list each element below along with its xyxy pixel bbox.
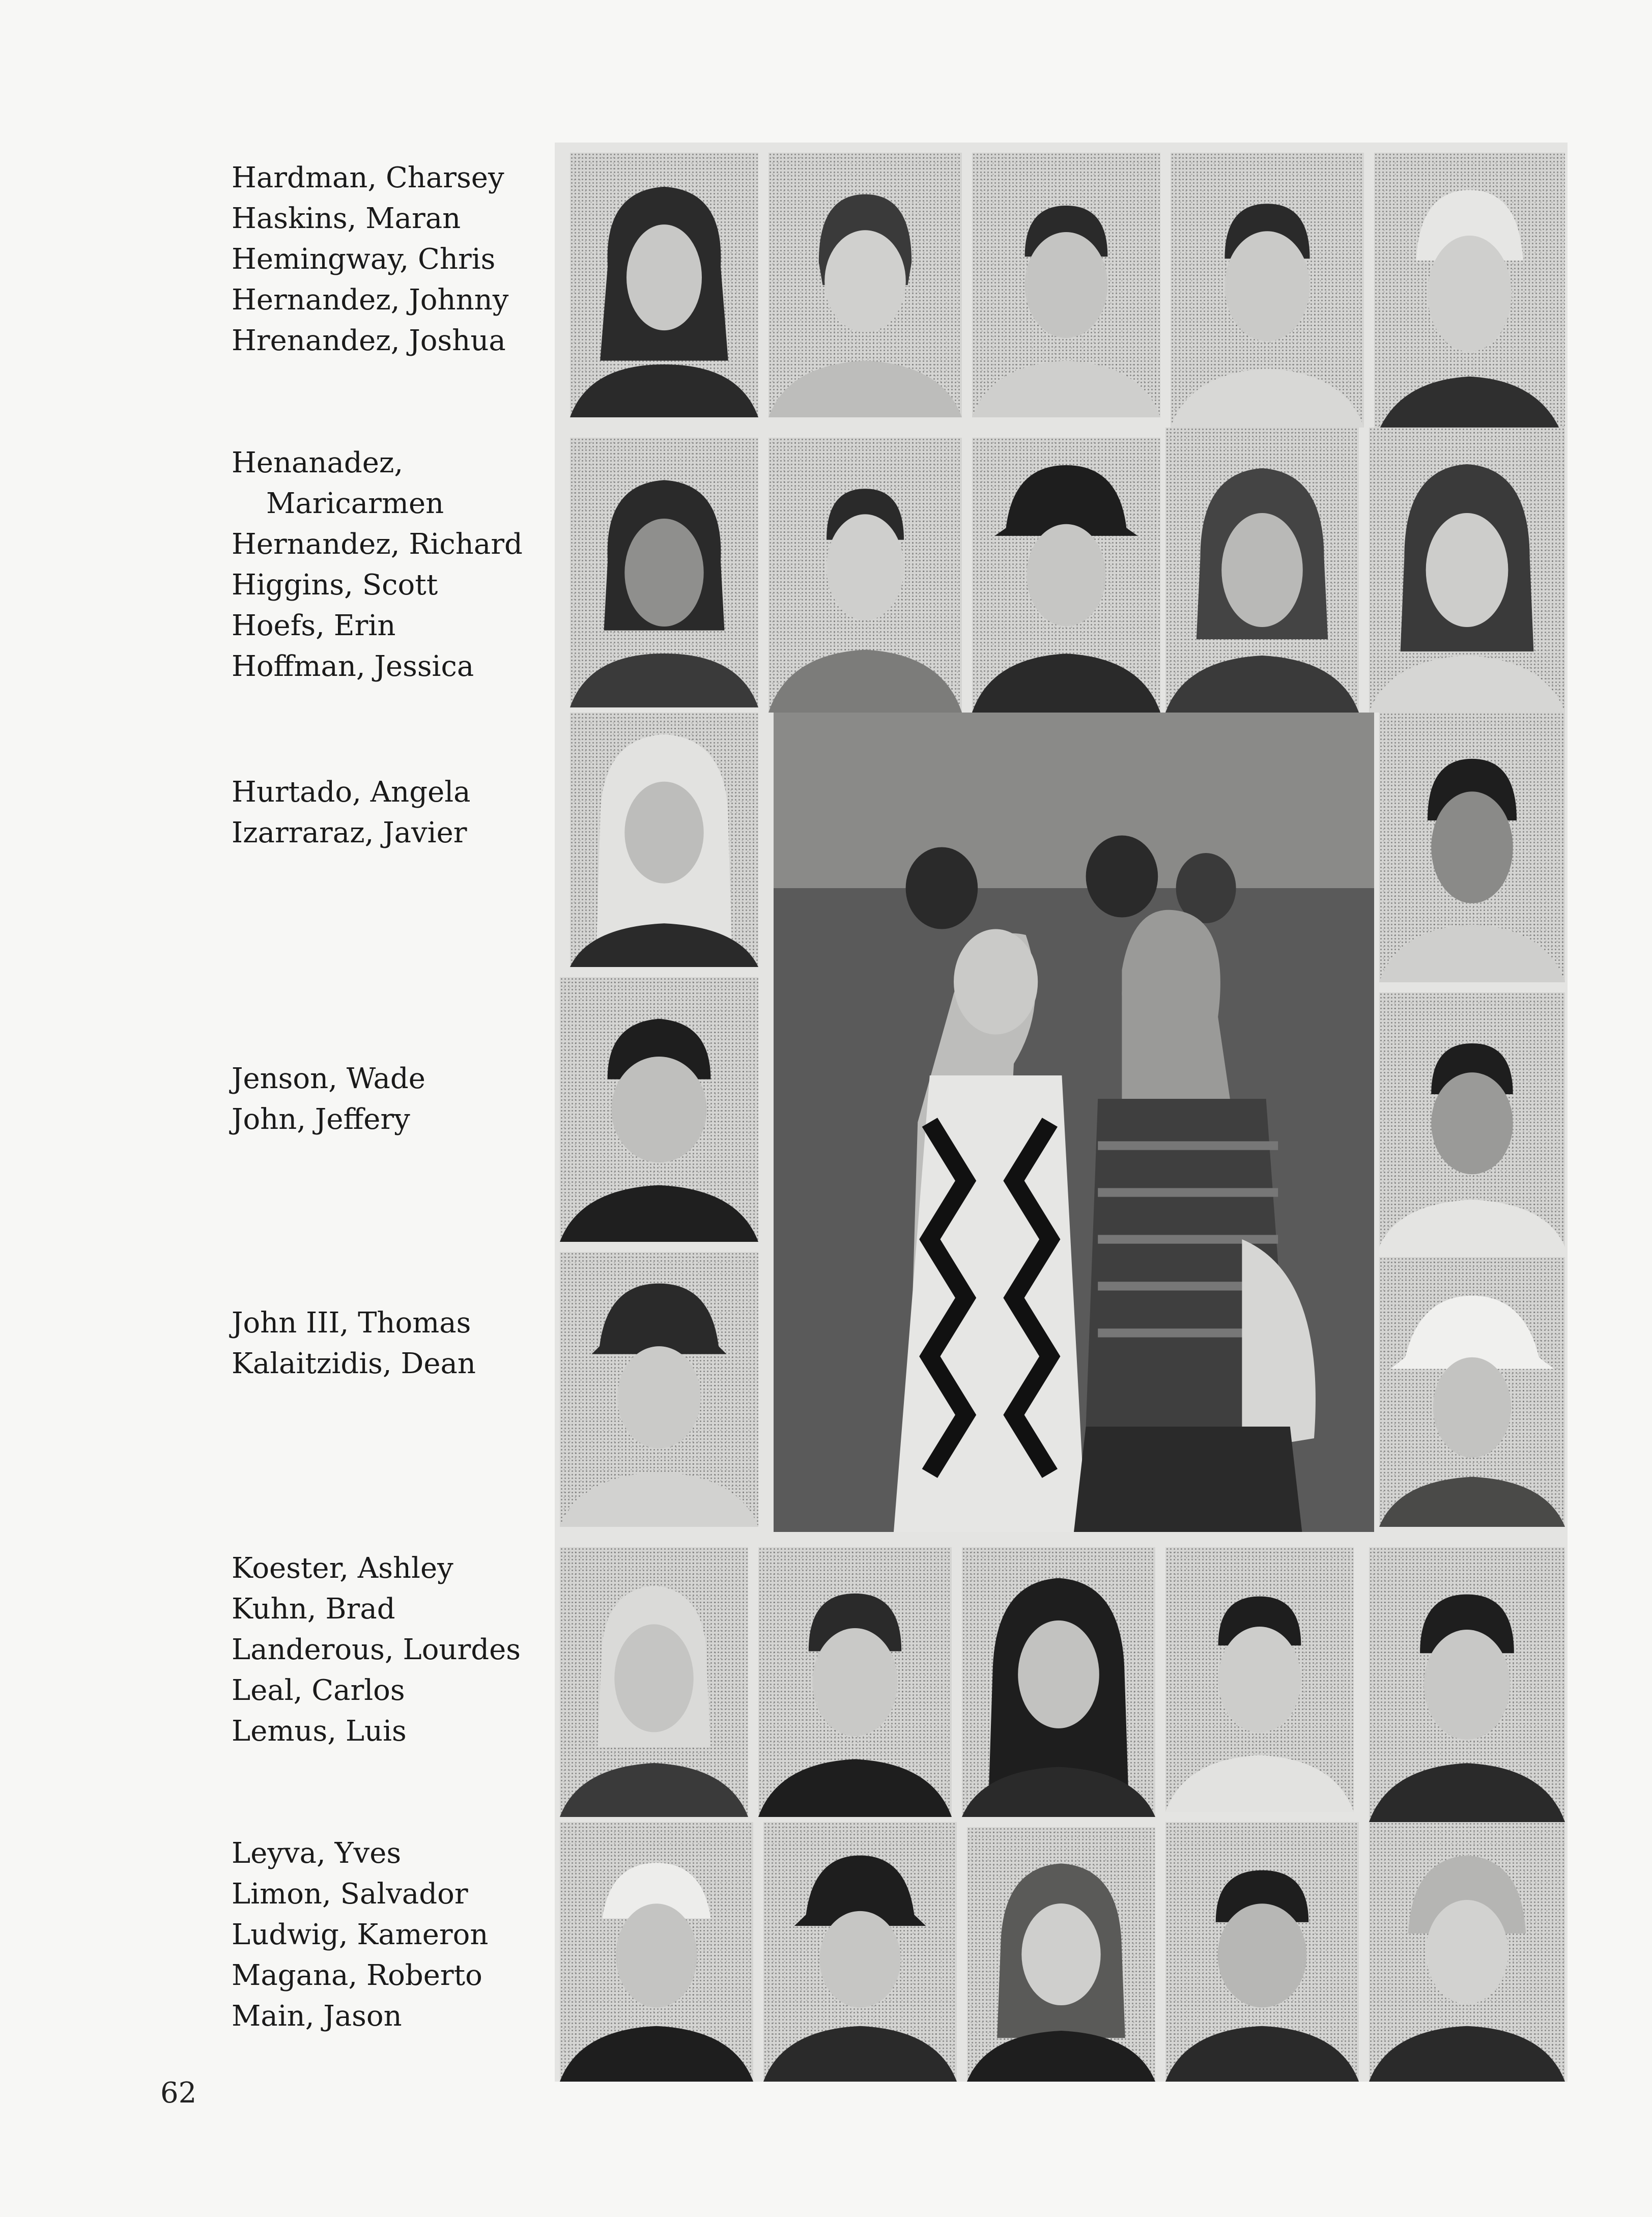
student-portrait-photo [570, 713, 758, 967]
student-portrait-photo [972, 153, 1160, 417]
student-name: Lemus, Luis [232, 1715, 407, 1748]
student-name: Magana, Roberto [232, 1959, 482, 1992]
student-name: Ludwig, Kameron [232, 1918, 489, 1951]
student-portrait-photo [570, 153, 758, 417]
name-group-2 [232, 443, 523, 687]
student-portrait-photo [1369, 428, 1565, 713]
student-portrait-photo [560, 977, 758, 1242]
student-name: Henanadez, [232, 446, 404, 479]
student-portrait-photo [1379, 1257, 1565, 1527]
student-portrait-photo [1171, 153, 1364, 428]
student-name: Leal, Carlos [232, 1674, 405, 1707]
student-name: Haskins, Maran [232, 202, 461, 235]
student-name: Hurtado, Angela [232, 776, 471, 809]
student-portrait-photo [768, 153, 962, 417]
student-portrait-photo [1374, 153, 1565, 443]
student-name: Kalaitzidis, Dean [232, 1347, 476, 1380]
student-portrait-photo [1369, 1547, 1565, 1822]
student-name: John, Jeffery [232, 1103, 410, 1136]
student-name: Higgins, Scott [232, 569, 438, 602]
student-portrait-photo [763, 1822, 957, 2082]
student-name: Hoefs, Erin [232, 609, 396, 642]
student-portrait-photo [570, 438, 758, 707]
student-name: Izarraraz, Javier [232, 816, 467, 849]
student-portrait-photo [1379, 992, 1565, 1247]
student-name: Landerous, Lourdes [232, 1633, 521, 1666]
student-name: Hrenandez, Joshua [232, 324, 506, 357]
student-name: Kuhn, Brad [232, 1593, 395, 1626]
student-name: John III, Thomas [232, 1306, 471, 1340]
student-portrait-photo [560, 1822, 753, 2082]
name-group-6 [232, 1548, 521, 1752]
name-group-3 [232, 772, 471, 854]
student-name: Koester, Ashley [232, 1552, 453, 1585]
student-name: Hernandez, Johnny [232, 283, 509, 317]
student-name: Limon, Salvador [232, 1878, 468, 1911]
student-portrait-photo [1379, 713, 1565, 982]
student-portrait-photo [1165, 1547, 1354, 1812]
student-name: Main, Jason [232, 2000, 402, 2033]
student-portrait-photo [1165, 1822, 1359, 2082]
student-portrait-photo [962, 1547, 1155, 1817]
candid-group-photo [774, 713, 1374, 1532]
student-name: Jenson, Wade [232, 1062, 425, 1095]
student-portrait-photo [1165, 428, 1359, 713]
name-group-7 [232, 1833, 488, 2037]
student-portrait-photo [972, 438, 1160, 713]
student-portrait-photo [967, 1827, 1155, 2082]
student-name: Leyva, Yves [232, 1837, 402, 1870]
name-group-5 [232, 1303, 476, 1384]
student-portrait-photo [1369, 1822, 1565, 2082]
photo-grid [555, 143, 1568, 2082]
student-name: Hemingway, Chris [232, 243, 496, 276]
name-group-1 [232, 158, 508, 361]
page-number: 62 [160, 2077, 197, 2110]
student-name: Hardman, Charsey [232, 161, 504, 194]
student-name: Maricarmen [266, 487, 444, 520]
student-name: Hoffman, Jessica [232, 650, 474, 683]
student-portrait-photo [560, 1252, 758, 1527]
student-portrait-photo [560, 1547, 748, 1817]
student-portrait-photo [768, 438, 962, 713]
student-portrait-photo [758, 1547, 952, 1817]
student-name: Hernandez, Richard [232, 528, 523, 561]
name-group-4 [232, 1059, 425, 1140]
